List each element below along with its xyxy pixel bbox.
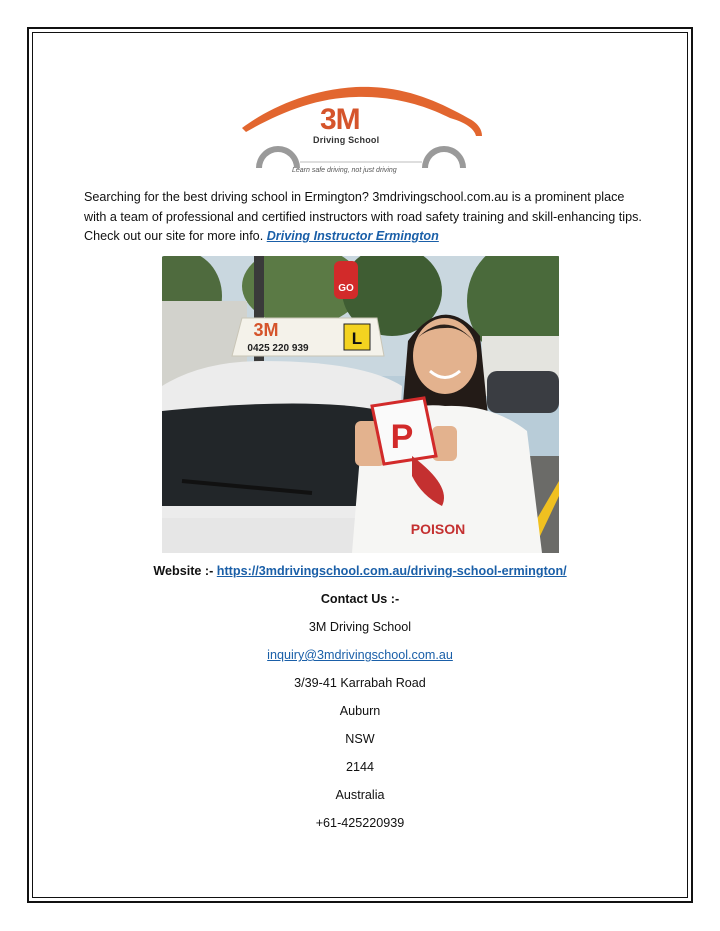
company-logo	[236, 82, 486, 180]
student-photo	[162, 256, 559, 553]
contact-phone: +61-425220939	[315, 816, 405, 830]
contact-country: Australia	[335, 788, 385, 802]
website-url-link[interactable]: https://3mdrivingschool.com.au/driving-school-ermington/	[216, 564, 567, 578]
roof-sign-phone: 0425 220 939	[247, 343, 309, 354]
intro-text: Searching for the best driving school in Ermington? 3mdrivingschool.com.au is a prominent place with a team of professional and certified instructors with road safety training and skill-enhancing tips. Check out our site for more info.	[84, 190, 642, 243]
logo-company-name: Driving School	[313, 135, 380, 145]
go-sign-text: GO	[338, 283, 354, 294]
car-outline-graphic	[236, 82, 486, 180]
roof-sign-brand: 3M	[253, 320, 279, 340]
contact-company: 3M Driving School	[308, 620, 412, 634]
contact-street: 3/39-41 Karrabah Road	[294, 676, 426, 690]
contact-heading: Contact Us :-	[320, 592, 400, 606]
contact-email-line	[0, 648, 720, 662]
intro-paragraph	[84, 188, 644, 247]
roof-sign-l-plate: L	[351, 329, 363, 348]
website-label: Website :-	[153, 564, 214, 578]
website-line	[0, 564, 720, 578]
contact-postcode: 2144	[345, 760, 375, 774]
logo-tagline: Learn safe driving, not just driving	[292, 167, 397, 174]
held-p-plate-text: P	[390, 418, 414, 456]
logo-wordmark: 3M	[320, 103, 360, 136]
contact-state: NSW	[345, 732, 375, 746]
driving-instructor-link[interactable]: Driving Instructor Ermington	[266, 229, 439, 243]
shirt-text: POISON	[410, 521, 466, 537]
student-photo-illustration	[162, 256, 559, 553]
contact-suburb: Auburn	[339, 704, 381, 718]
contact-email-link[interactable]: inquiry@3mdrivingschool.com.au	[267, 648, 453, 662]
